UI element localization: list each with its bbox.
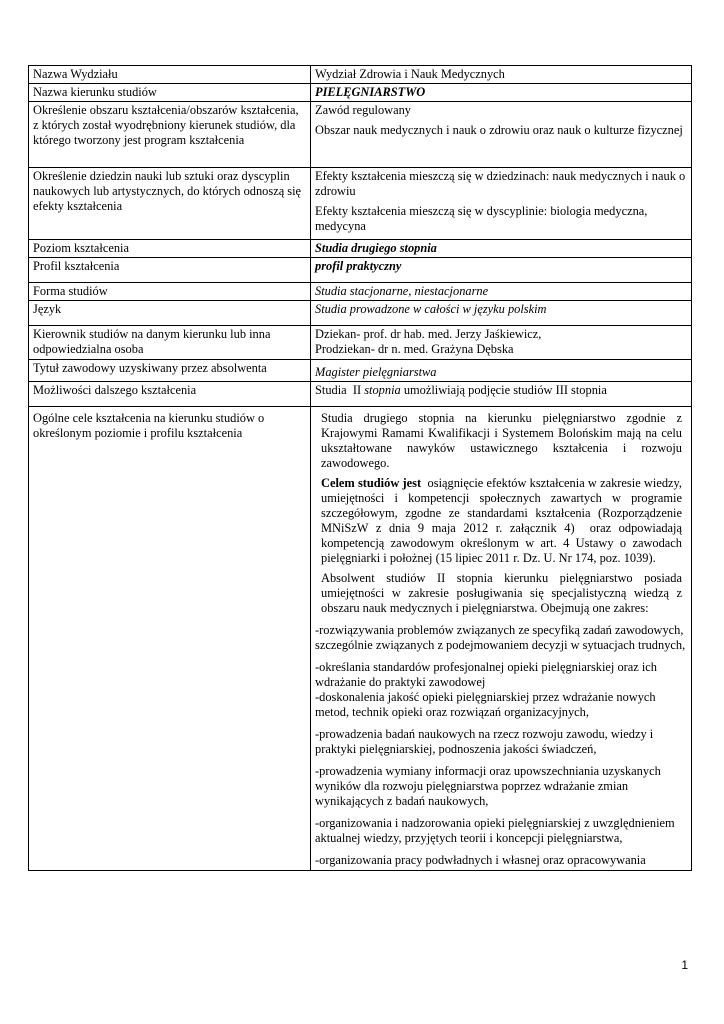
- table-row: [29, 240, 692, 258]
- value-line: Efekty kształcenia mieszczą się w dyscyplinie: biologia medyczna, medycyna: [315, 204, 648, 233]
- row-value: [311, 382, 692, 407]
- page-number: 1: [681, 958, 688, 972]
- table-row: [29, 84, 692, 102]
- row-value: profil praktyczny: [311, 258, 692, 283]
- table-row: [29, 66, 692, 84]
- value-line: Zawód regulowany: [315, 103, 411, 117]
- value-line: Prodziekan- dr n. med. Grażyna Dębska: [315, 342, 514, 356]
- table-row: [29, 283, 692, 301]
- list-item: -rozwiązywania problemów związanych ze specyfiką zadań zawodowych, szczególnie związanych z podejmowaniem decyzji w sytuacjach trudnych,: [315, 623, 686, 652]
- table-row: [29, 382, 692, 407]
- row-label: Nazwa Wydziału: [29, 66, 311, 84]
- row-value: [311, 360, 692, 382]
- value-part-italic: stopnia: [364, 383, 401, 397]
- bold-lead: Celem studiów jest: [321, 476, 422, 490]
- list-item: -doskonalenia jakość opieki pielęgniarskiej przez wdrażanie nowych metod, technik opieki oraz rozwiązań organizacyjnych,: [315, 690, 656, 719]
- row-label: Ogólne cele kształcenia na kierunku studiów o określonym poziomie i profilu kształcenia: [29, 407, 311, 871]
- table-row: [29, 360, 692, 382]
- row-value: [311, 102, 692, 168]
- value-line: Dziekan- prof. dr hab. med. Jerzy Jaśkiewicz,: [315, 327, 542, 341]
- table-row: [29, 326, 692, 360]
- row-value: Studia stacjonarne, niestacjonarne: [311, 283, 692, 301]
- row-label: Język: [29, 301, 311, 326]
- row-value: [311, 168, 692, 240]
- list-item: -organizowania pracy podwładnych i własnej oraz opracowywania: [315, 853, 646, 867]
- list-item: -określania standardów profesjonalnej opieki pielęgniarskiej oraz ich wdrażanie do praktyki zawodowej: [315, 660, 657, 689]
- row-label: Poziom kształcenia: [29, 240, 311, 258]
- row-value: Wydział Zdrowia i Nauk Medycznych: [311, 66, 692, 84]
- row-label: Określenie obszaru kształcenia/obszarów kształcenia, z których został wyodrębniony kierunek studiów, dla którego tworzony jest program kształcenia: [29, 102, 311, 168]
- row-label: Tytuł zawodowy uzyskiwany przez absolwenta: [29, 360, 311, 382]
- list-item: -organizowania i nadzorowania opieki pielęgniarskiej z uwzględnieniem aktualnej wiedzy, przyjętych teorii i koncepcji pielęgniarstwa,: [315, 816, 675, 845]
- row-value: Studia drugiego stopnia: [311, 240, 692, 258]
- table-row: [29, 407, 692, 871]
- row-label: Możliwości dalszego kształcenia: [29, 382, 311, 407]
- row-label: Nazwa kierunku studiów: [29, 84, 311, 102]
- row-value: [311, 326, 692, 360]
- list-item: -prowadzenia wymiany informacji oraz upowszechniania uzyskanych wyników dla rozwoju pielęgniarstwa poprzez wdrażanie zmian wynikających z badań naukowych,: [315, 764, 661, 808]
- value-part: umożliwiają podjęcie studiów III stopnia: [400, 383, 607, 397]
- row-label: Kierownik studiów na danym kierunku lub inna odpowiedzialna osoba: [29, 326, 311, 360]
- paragraph: Studia drugiego stopnia na kierunku pielęgniarstwo zgodnie z Krajowymi Ramami Kwalifikacji i Systemem Bolońskim mają na celu ukształtowane nawyków ustawicznego kształcenia i rozwoju zawodowego.: [321, 411, 682, 470]
- title-value: Magister pielęgniarstwa: [315, 365, 437, 379]
- row-value: Studia prowadzone w całości w języku polskim: [311, 301, 692, 326]
- row-value: [311, 407, 692, 871]
- paragraph: Absolwent studiów II stopnia kierunku pielęgniarstwo posiada umiejętności w zakresie posługiwania się specjalistyczną wiedzą z obszaru nauk medycznych i pielęgniarstwa. Obejmują one zakres:: [321, 571, 682, 615]
- table-row: [29, 301, 692, 326]
- table-row: [29, 168, 692, 240]
- row-value: PIELĘGNIARSTWO: [311, 84, 692, 102]
- paragraph: [315, 476, 687, 566]
- value-line: Obszar nauk medycznych i nauk o zdrowiu oraz nauk o kulturze fizycznej: [315, 123, 683, 137]
- row-label: Forma studiów: [29, 283, 311, 301]
- program-table: [28, 65, 692, 871]
- value-line: Efekty kształcenia mieszczą się w dziedzinach: nauk medycznych i nauk o zdrowiu: [315, 169, 686, 198]
- row-label: Określenie dziedzin nauki lub sztuki oraz dyscyplin naukowych lub artystycznych, do których odnoszą się efekty kształcenia: [29, 168, 311, 240]
- paragraph-rest: osiągnięcie efektów kształcenia w zakresie wiedzy, umiejętności i kompetencji społecznych zawartych w programie szczegółowym, zgodne ze standardami kształcenia (Rozporządzenie MNiSzW z dnia 9 maja 2012 r. załącznik 4) oraz odpowiadają kompetencją zawodowym określonym w art. 4 Ustawy o zawodach pielęgniarki i położnej (15 lipiec 2011 r. Dz. U. Nr 174, poz. 1039).: [321, 476, 686, 565]
- table-row: [29, 258, 692, 283]
- value-part: Studia II: [315, 383, 365, 397]
- list-item: -prowadzenia badań naukowych na rzecz rozwoju zawodu, wiedzy i praktyki pielęgniarskiej, podnoszenia jakości świadczeń,: [315, 727, 654, 756]
- table-row: [29, 102, 692, 168]
- row-label: Profil kształcenia: [29, 258, 311, 283]
